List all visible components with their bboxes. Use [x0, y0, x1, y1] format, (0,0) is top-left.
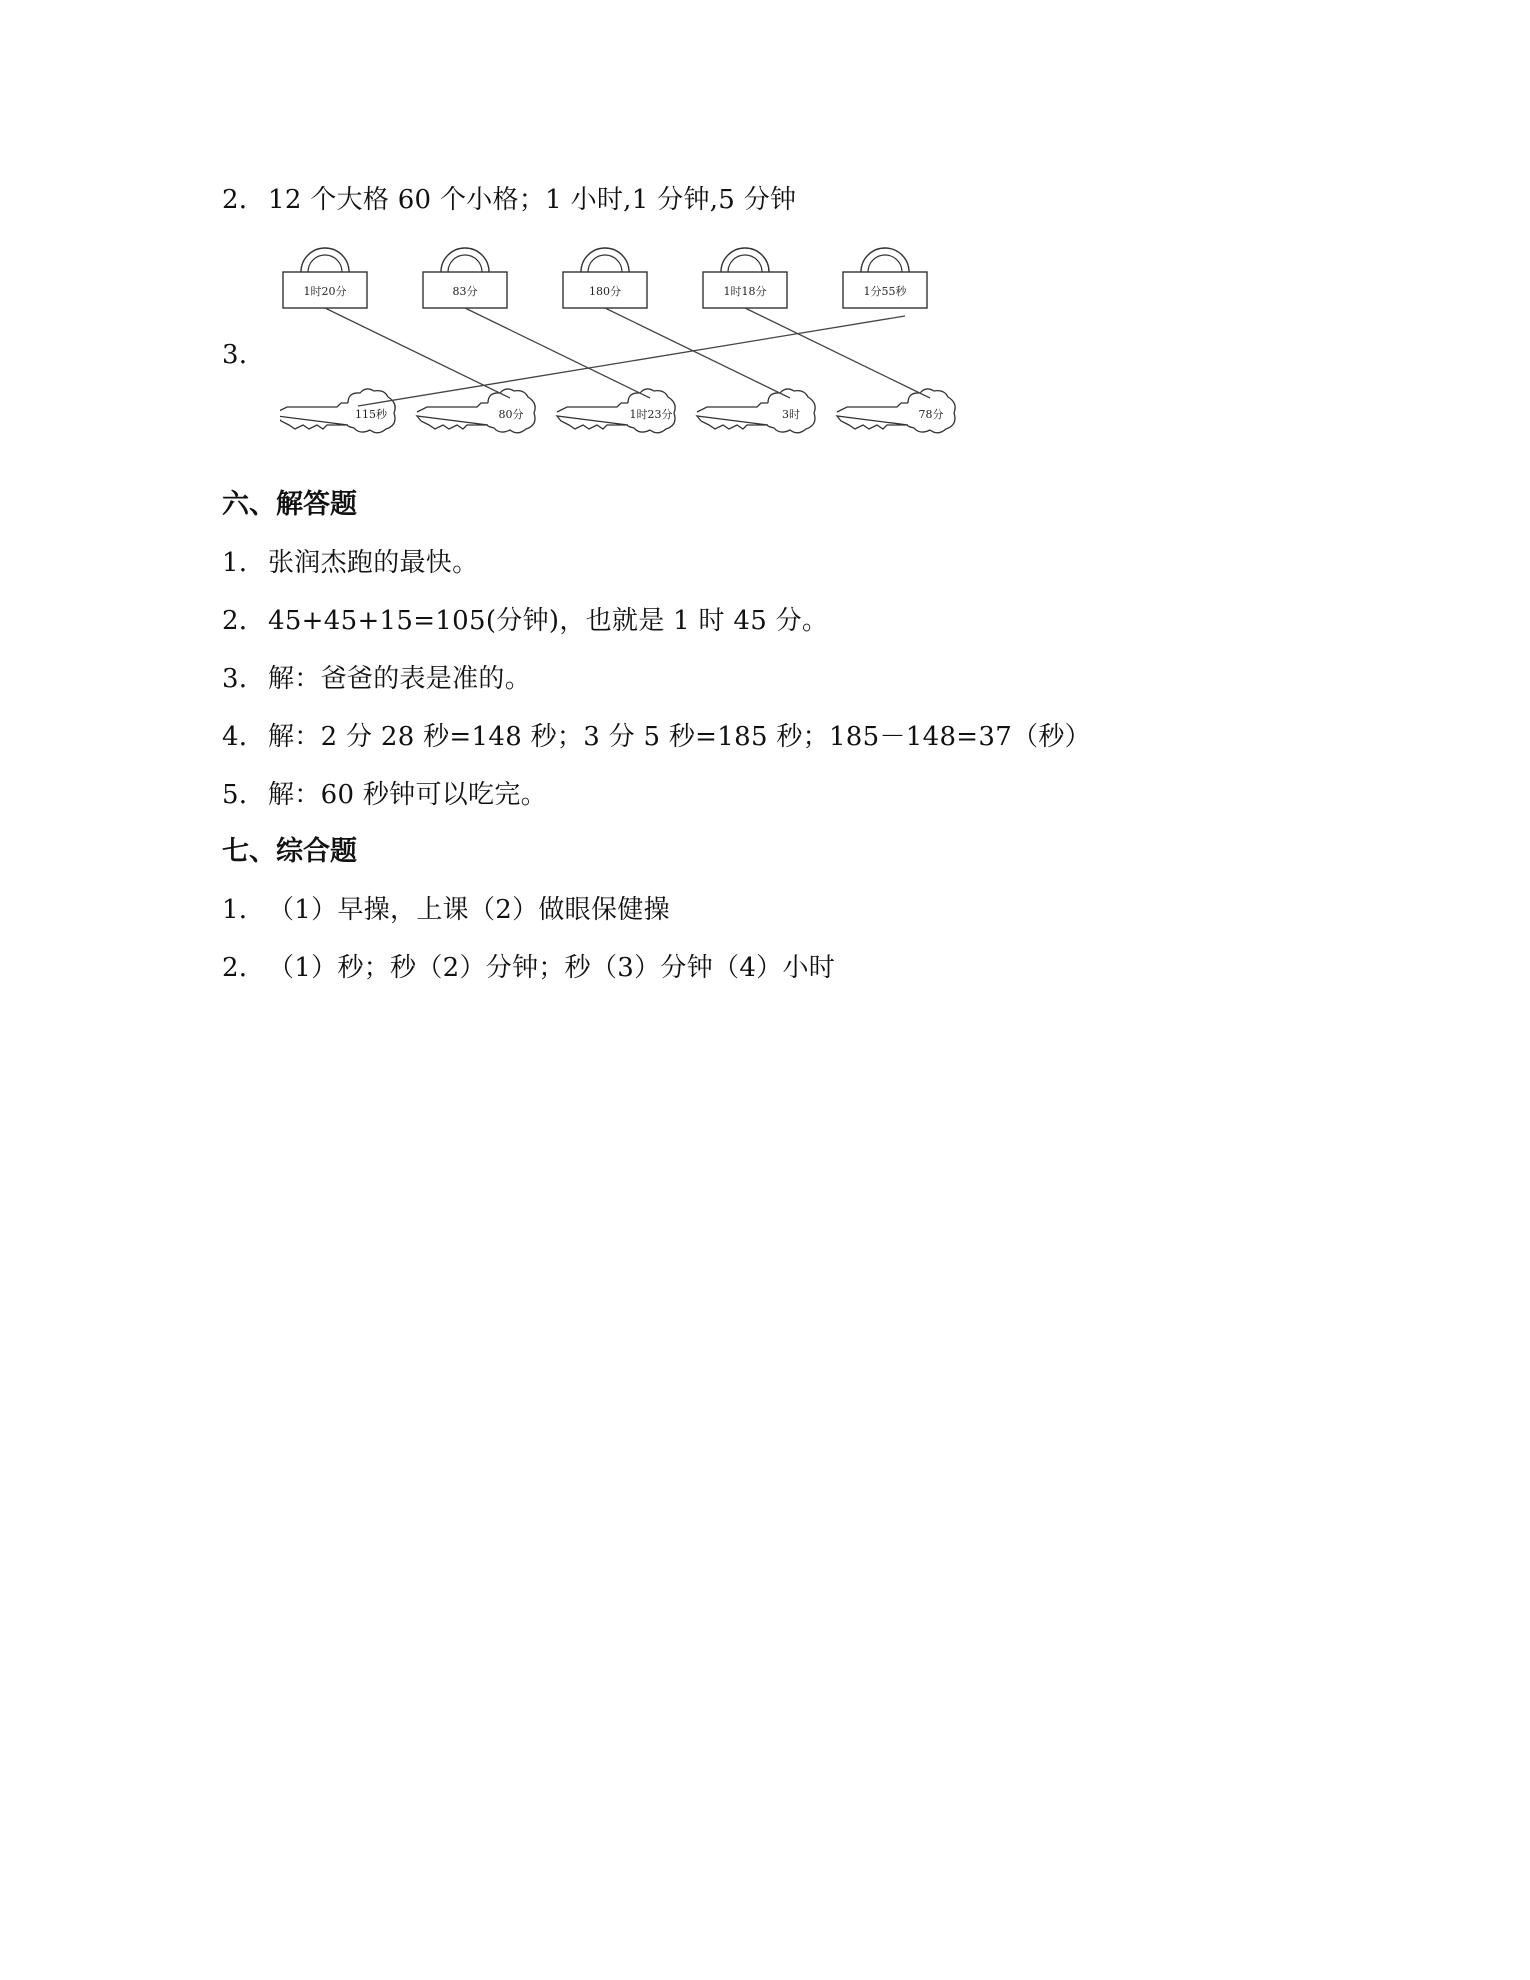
lock-3 [563, 248, 647, 308]
answer-item-6-2 [222, 604, 828, 638]
key-label: 115秒 [355, 408, 387, 421]
item-number: 2． [222, 953, 266, 983]
matching-svg [280, 240, 960, 455]
lock-label: 180分 [589, 285, 621, 298]
item-text: 解：60 秒钟可以吃完。 [268, 780, 547, 810]
item-number: 3． [222, 664, 266, 694]
answer-item-7-1 [222, 893, 670, 927]
key-label: 1时23分 [629, 408, 673, 421]
answer-item-5-3 [222, 338, 268, 372]
item-number: 5． [222, 780, 266, 810]
answer-item-6-3 [222, 662, 531, 696]
lock-label: 1时20分 [303, 285, 347, 298]
lock-1 [283, 248, 367, 308]
item-number: 3． [222, 340, 266, 370]
match-line-1 [325, 308, 510, 398]
lock-5 [843, 248, 927, 308]
lock-label: 1分55秒 [863, 285, 907, 298]
match-line-2 [465, 308, 650, 398]
item-text: （1）早操，上课（2）做眼保健操 [268, 895, 670, 925]
lock-label: 1时18分 [723, 285, 767, 298]
key-blade [697, 403, 768, 429]
key-3 [557, 389, 675, 433]
key-blade [557, 403, 628, 429]
lock-shackle-inner [448, 255, 482, 272]
lock-shackle-inner [588, 255, 622, 272]
item-text: 解：爸爸的表是准的。 [268, 664, 532, 694]
section-heading-6: 六、解答题 [222, 489, 357, 520]
key-label: 3时 [782, 408, 800, 421]
key-blade [280, 403, 348, 429]
item-number: 2． [222, 185, 266, 215]
item-number: 2． [222, 606, 266, 636]
section-heading-7: 七、综合题 [222, 836, 357, 867]
lock-key-matching-diagram [280, 240, 960, 455]
item-number: 1． [222, 548, 266, 578]
answer-item-6-5 [222, 778, 547, 812]
lock-shackle-inner [308, 255, 342, 272]
key-label: 80分 [498, 408, 524, 421]
item-number: 1． [222, 895, 266, 925]
item-text: （1）秒；秒（2）分钟；秒（3）分钟（4）小时 [268, 953, 836, 983]
item-text: 12 个大格 60 个小格；1 小时,1 分钟,5 分钟 [268, 185, 797, 215]
answer-item-6-4 [222, 720, 1091, 754]
match-line-4 [745, 308, 930, 398]
key-5 [837, 389, 955, 433]
item-text: 45+45+15=105(分钟)，也就是 1 时 45 分。 [268, 606, 829, 636]
lock-label: 83分 [452, 285, 478, 298]
item-text: 解：2 分 28 秒=148 秒；3 分 5 秒=185 秒；185－148=37（秒） [268, 722, 1091, 752]
answer-item-5-2 [222, 183, 796, 217]
key-blade [837, 403, 908, 429]
item-text: 张润杰跑的最快。 [268, 548, 479, 578]
match-line-5 [358, 316, 905, 406]
lock-shackle-inner [728, 255, 762, 272]
key-1 [280, 389, 395, 433]
match-line-3 [605, 308, 790, 398]
answer-item-7-2 [222, 951, 835, 985]
key-2 [417, 389, 535, 433]
lock-4 [703, 248, 787, 308]
answer-item-6-1 [222, 546, 478, 580]
lock-2 [423, 248, 507, 308]
lock-shackle-inner [868, 255, 902, 272]
key-label: 78分 [918, 408, 944, 421]
key-4 [697, 389, 815, 433]
key-blade [417, 403, 488, 429]
item-number: 4． [222, 722, 266, 752]
